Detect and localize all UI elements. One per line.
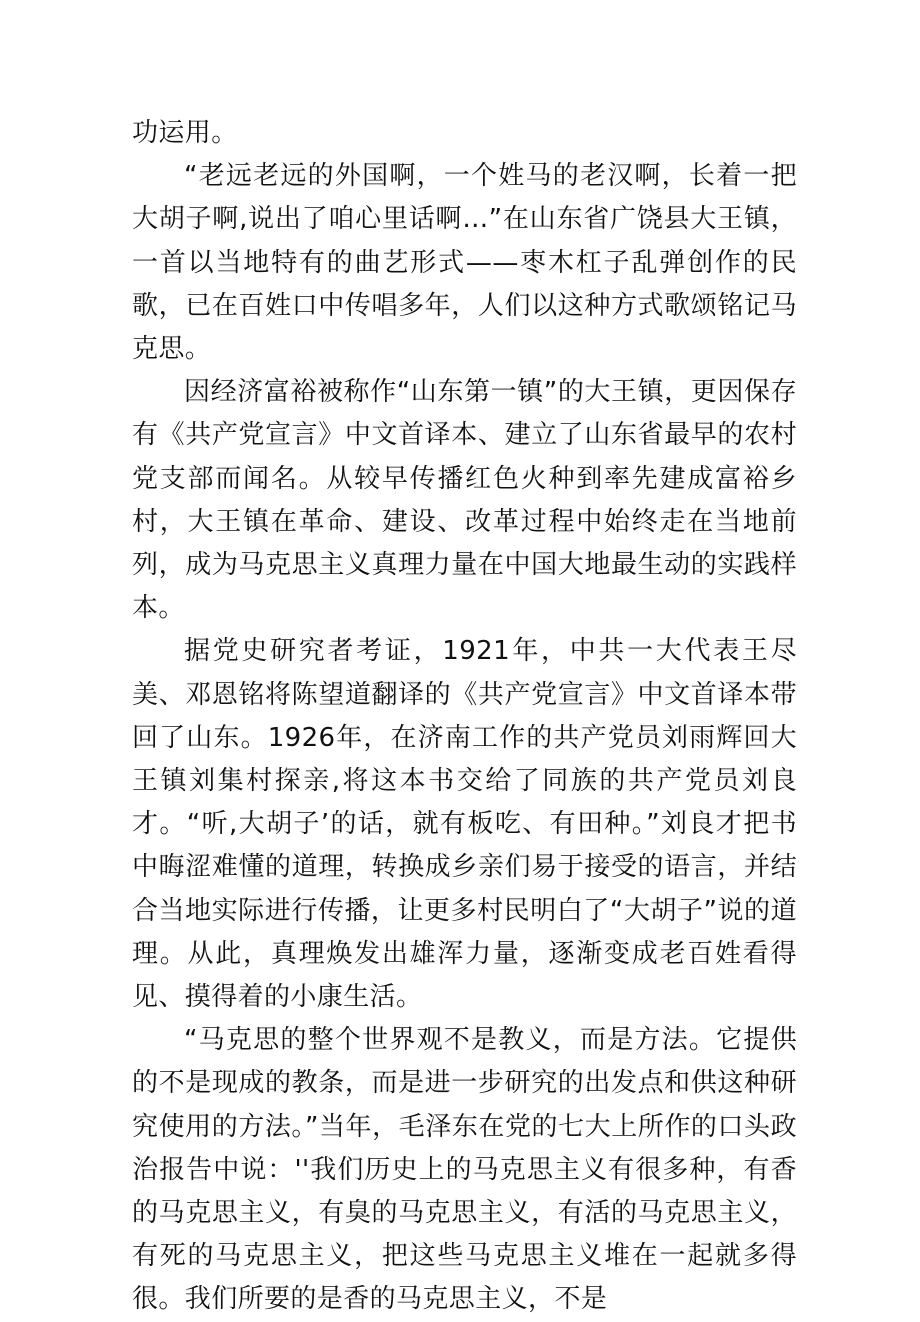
document-body xyxy=(132,112,797,1322)
paragraph-marxism-method: “马克思的整个世界观不是教义，而是方法。它提供的不是现成的教条，而是进一步研究的出发点和供这种研究使用的方法。”当年，毛泽东在党的七大上所作的口头政治报告中说：''我们历史上的马克思主义有很多种，有香的马克思主义，有臭的马克思主义，有活的马克思主义，有死的马克思主义，把这些马克思主义堆在一起就多得很。我们所要的是香的马克思主义，不是 xyxy=(132,1025,797,1315)
paragraph-continuation: 功运用。 xyxy=(132,118,238,148)
paragraph-dawang-town: 因经济富裕被称作“山东第一镇”的大王镇，更因保存有《共产党宣言》中文首译本、建立了山东省最早的农村党支部而闻名。从较早传播红色火种到率先建成富裕乡村，大王镇在革命、建设、改革过程中始终走在当地前列，成为马克思主义真理力量在中国大地最生动的实践样本。 xyxy=(132,377,797,624)
paragraph-party-history: 据党史研究者考证，1921年，中共一大代表王尽美、邓恩铭将陈望道翻译的《共产党宣言》中文首译本带回了山东。1926年，在济南工作的共产党员刘雨辉回大王镇刘集村探亲,将这本书交给了同族的共产党员刘良才。“听,大胡子’的话，就有板吃、有田种。”刘良才把书中晦涩难懂的道理，转换成乡亲们易于接受的语言，并结合当地实际进行传播，让更多村民明白了“大胡子”说的道理。从此，真理焕发出雄浑力量，逐渐变成老百姓看得见、摸得着的小康生活。 xyxy=(132,636,797,1013)
paragraph-folk-song: “老远老远的外国啊，一个姓马的老汉啊，长着一把大胡子啊,说出了咱心里话啊…”在山东省广饶县大王镇，一首以当地特有的曲艺形式——枣木杠子乱弹创作的民歌，已在百姓口中传唱多年，人们以这种方式歌颂铭记马克思。 xyxy=(132,161,797,365)
